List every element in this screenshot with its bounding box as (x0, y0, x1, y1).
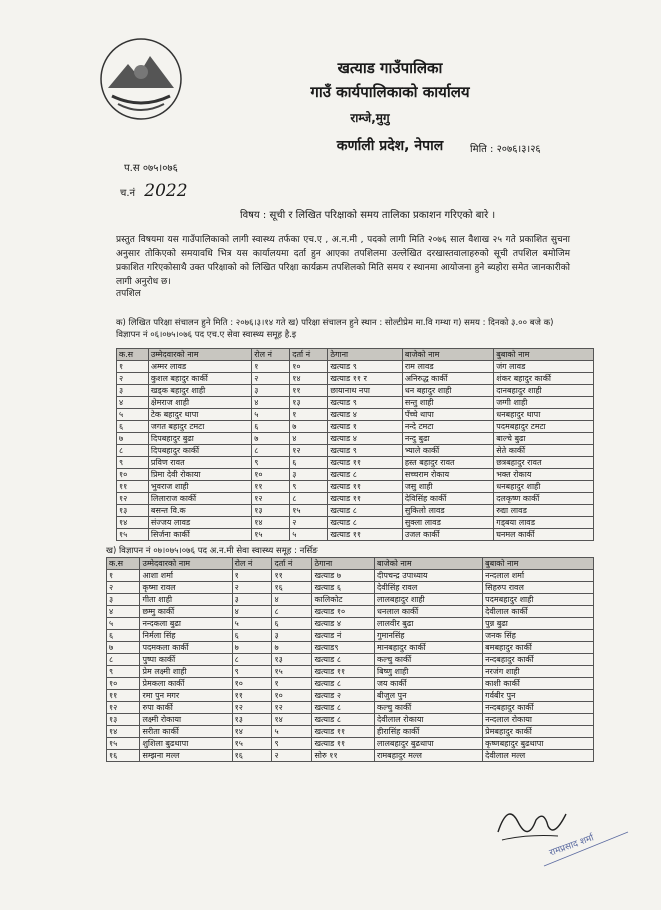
table-cell: अनिरुद्ध कार्की (402, 373, 493, 385)
table-cell: २ (107, 582, 140, 594)
table-cell: खत्याड ७ (312, 570, 375, 582)
table-row (117, 529, 594, 541)
table-cell: खत्याड ८ (312, 714, 375, 726)
table-row (117, 457, 594, 469)
table-cell: सिहरुप रावल (483, 582, 594, 594)
table-cell: सोरु ११ (312, 750, 375, 762)
table-row (117, 481, 594, 493)
table-cell: खत्याड ११ (312, 738, 375, 750)
table-cell: ११ (272, 570, 312, 582)
table-cell: शुशिला बुढथापा (140, 738, 232, 750)
table-cell: दलकृष्ण कार्की (494, 493, 594, 505)
table-cell: ४ (232, 606, 272, 618)
table-cell: धनबहादुर थापा (494, 409, 594, 421)
table-cell: ९ (272, 738, 312, 750)
column-header: दर्ता नं (290, 349, 328, 361)
table-cell: खत्याड १० (312, 606, 375, 618)
table-cell: खत्याड २ (312, 690, 375, 702)
table-cell: ४ (272, 594, 312, 606)
table-cell: १५ (117, 529, 149, 541)
column-header: उम्मेदवारको नाम (148, 349, 251, 361)
office-place: राम्जे,मुगु (350, 111, 390, 125)
table-cell: ४ (290, 433, 328, 445)
table-cell: ११ (117, 481, 149, 493)
table-cell: प्रेमबहादुर कार्की (483, 726, 594, 738)
table-cell: बिष्णु शाही (375, 666, 483, 678)
table-cell: धन बहादुर शाही (402, 385, 493, 397)
ha-candidates-table (116, 348, 594, 541)
table-cell: १५ (232, 738, 272, 750)
anm-vacancy-line: ख) विज्ञापन नं ०७।०७५।०७६ पद अ.न.मी सेवा स्वास्थ्य समूह : नर्सिङ (106, 546, 318, 556)
table-cell: १६ (272, 582, 312, 594)
table-cell: १५ (252, 529, 290, 541)
table-cell: पदमकला कार्की (140, 642, 232, 654)
table-cell: खत्याड ८ (312, 702, 375, 714)
table-cell: १ (107, 570, 140, 582)
table-cell: खत्याड९ (312, 642, 375, 654)
table-cell: रमा पुन मगर (140, 690, 232, 702)
table-cell: ४ (117, 397, 149, 409)
table-cell: भक्त रोकाय (494, 469, 594, 481)
table-cell: सिर्जना कार्की (148, 529, 251, 541)
table-row (117, 493, 594, 505)
column-header: क.स (107, 558, 140, 570)
org-name: खत्याड गाउँपालिका (337, 59, 443, 77)
table-cell: जंग लावड (494, 361, 594, 373)
table-cell: बीजुल पुन (375, 690, 483, 702)
table-cell: १० (272, 690, 312, 702)
table-cell: हस्त बहादुर रावत (402, 457, 493, 469)
table-cell: नन्दे टमटा (402, 421, 493, 433)
table-cell: सन्तु शाही (402, 397, 493, 409)
table-cell: ८ (107, 654, 140, 666)
table-cell: देवीसिंह रावल (375, 582, 483, 594)
table-cell: १२ (107, 702, 140, 714)
column-header: बुबाको नाम (494, 349, 594, 361)
table-cell: १४ (290, 373, 328, 385)
table-cell: १५ (290, 505, 328, 517)
table-cell: लालबहादुर बुढथापा (375, 738, 483, 750)
table-cell: जग्गी शाही (494, 397, 594, 409)
table-row (107, 582, 594, 594)
letter-body: प्रस्तुत विषयमा यस गाउँपालिकाको लागी स्वास्थ्य तर्फका एच.ए , अ.न.मी , पदको लागी मिति २०७६ साल वैशाख २५ गते प्रकाशित सुचना अनुसार तोकिएको समयावधि भित्र यस कार्यालयमा दर्ता हुन आएका तपशिलमा उल्लेखित दरखास्तवालाहरुको सूची तपशिल बमोजिम प्रकाशित गरिएकोसाथै उक्त परिक्षाको को लिखित परिक्षा कार्यक्रम तपशिलको मिति समय र स्थानमा आयोजना हुने ब्यहोरा समेत जानकारीको लागी अनुरोध छ। (116, 235, 570, 287)
table-cell: २ (252, 373, 290, 385)
table-row (117, 505, 594, 517)
table-cell: प्रेम लक्ष्मी शाही (140, 666, 232, 678)
table-cell: नन्दलाल रोकाया (483, 714, 594, 726)
table-row (117, 517, 594, 529)
letter-date (470, 141, 541, 155)
column-header: ठेगाना (328, 349, 402, 361)
column-header: क.स (117, 349, 149, 361)
table-cell: ७ (290, 421, 328, 433)
table-cell: १४ (272, 714, 312, 726)
table-cell: रुपा कार्की (140, 702, 232, 714)
table-cell: हीरासिंह कार्की (375, 726, 483, 738)
table-cell: ९ (107, 666, 140, 678)
table-row (107, 654, 594, 666)
table-cell: जनक सिंह (483, 630, 594, 642)
table-row (107, 570, 594, 582)
table-cell: ३ (107, 594, 140, 606)
table-cell: ९ (232, 666, 272, 678)
table-cell: १ (252, 361, 290, 373)
table-cell: खत्याड ८ (328, 505, 402, 517)
table-cell: १० (107, 678, 140, 690)
chan-label: च.नं (120, 188, 136, 199)
table-cell: नन्दबहादुर कार्की (483, 654, 594, 666)
table-row (117, 421, 594, 433)
table-cell: नन्दकला बुढा (140, 618, 232, 630)
table-cell: ४ (107, 606, 140, 618)
table-row (107, 726, 594, 738)
table-cell: पुन्न बुढा (483, 618, 594, 630)
table-cell: पदमबहादुर शाही (483, 594, 594, 606)
table-cell: प्रिमा देवी रोकाया (148, 469, 251, 481)
table-cell: १३ (232, 714, 272, 726)
table-cell: खत्याड ८ (328, 469, 402, 481)
column-header: दर्ता नं (272, 558, 312, 570)
table-cell: ५ (290, 529, 328, 541)
table-cell: नन्दबहादुर कार्की (483, 702, 594, 714)
table-cell: ५ (117, 409, 149, 421)
table-cell: १२ (232, 702, 272, 714)
table-cell: १५ (272, 666, 312, 678)
table-cell: दिपबहादुर बुढा (148, 433, 251, 445)
table-cell: ११ (232, 690, 272, 702)
table-cell: संज्जय लावड (148, 517, 251, 529)
table-row (107, 630, 594, 642)
table-cell: १२ (117, 493, 149, 505)
table-cell: खत्याड ११ (312, 726, 375, 738)
province-name: कर्णाली प्रदेश, नेपाल (336, 138, 444, 154)
table-cell: १ (272, 678, 312, 690)
table-cell: दीपचन्द्र उपाध्याय (375, 570, 483, 582)
office-name: गाउँ कार्यपालिकाको कार्यालय (310, 83, 470, 101)
table-cell: गीता शाही (140, 594, 232, 606)
table-cell: १० (290, 361, 328, 373)
table-cell: ९ (290, 481, 328, 493)
table-row (107, 714, 594, 726)
table-cell: ३ (252, 385, 290, 397)
table-cell: १३ (290, 397, 328, 409)
table-cell: ११ (290, 385, 328, 397)
table-cell: देवीलाल रोकाया (375, 714, 483, 726)
table-cell: देवीलाल कार्की (483, 606, 594, 618)
table-cell: १६ (232, 750, 272, 762)
table-cell: शंकर बहादुर कार्की (494, 373, 594, 385)
table-cell: खत्याड ११ (328, 457, 402, 469)
column-header: रोल नं (232, 558, 272, 570)
table-row (117, 469, 594, 481)
table-cell: छायानाथ नपा (328, 385, 402, 397)
anm-candidates-table (106, 557, 594, 762)
table-cell: ६ (232, 630, 272, 642)
table-cell: कल्चु कार्की (375, 654, 483, 666)
table-cell: धनबहादुर शाही (494, 481, 594, 493)
table-cell: ५ (232, 618, 272, 630)
table-cell: १२ (272, 702, 312, 714)
table-cell: जय कार्की (375, 678, 483, 690)
table-row (117, 385, 594, 397)
details-heading: तपशिल (116, 289, 141, 299)
table-cell: १ (117, 361, 149, 373)
table-cell: घनमल कार्की (494, 529, 594, 541)
table-row (107, 738, 594, 750)
table-cell: ९ (117, 457, 149, 469)
table-cell: खत्याड ४ (312, 618, 375, 630)
table-cell: ८ (117, 445, 149, 457)
table-cell: लालबहादुर शाही (375, 594, 483, 606)
table-cell: ४ (252, 397, 290, 409)
table-row (107, 750, 594, 762)
date-label: मिति : (470, 144, 494, 155)
table-cell: पदमबहादुर टमटा (494, 421, 594, 433)
table-cell: ११ (252, 481, 290, 493)
table-cell: १४ (117, 517, 149, 529)
table-cell: २ (290, 517, 328, 529)
column-header: बाजेको नाम (375, 558, 483, 570)
table-cell: आशा शर्मा (140, 570, 232, 582)
table-header-row (107, 558, 594, 570)
table-cell: ९ (252, 457, 290, 469)
table-cell: नन्दु बुढा (402, 433, 493, 445)
table-cell: १२ (252, 493, 290, 505)
column-header: ठेगाना (312, 558, 375, 570)
table-cell: मानबहादुर कार्की (375, 642, 483, 654)
table-row (117, 433, 594, 445)
table-row (107, 690, 594, 702)
letter-subject: विषय : सूची र लिखित परिक्षाको समय तालिका प्रकाशन गरिएको बारे । (240, 210, 496, 221)
table-row (117, 409, 594, 421)
table-cell: छम्मु कार्की (140, 606, 232, 618)
table-cell: कालिकोट (312, 594, 375, 606)
column-header: उम्मेदवारको नाम (140, 558, 232, 570)
table-row (107, 618, 594, 630)
table-cell: देविसिंह कार्की (402, 493, 493, 505)
table-cell: १३ (107, 714, 140, 726)
table-cell: खत्याड ११ (328, 481, 402, 493)
table-cell: ६ (272, 618, 312, 630)
table-cell: ३ (232, 594, 272, 606)
table-cell: क्षेमराज शाही (148, 397, 251, 409)
table-cell: रामबहादुर मल्ल (375, 750, 483, 762)
table-cell: पुष्पा कार्की (140, 654, 232, 666)
table-row (107, 606, 594, 618)
table-cell: सेते कार्की (494, 445, 594, 457)
table-cell: कल्चु कार्की (375, 702, 483, 714)
table-cell: नरजंग शाही (483, 666, 594, 678)
date-value: २०७६।३।२६ (496, 144, 541, 155)
table-cell: १३ (272, 654, 312, 666)
table-cell: टेक बहादुर थापा (148, 409, 251, 421)
table-cell: खत्याड ११ (312, 666, 375, 678)
table-cell: गर्वबीर पुन (483, 690, 594, 702)
table-cell: खत्याड ९ (328, 445, 402, 457)
table-cell: खत्याड ११ र (328, 373, 402, 385)
table-cell: ३ (290, 469, 328, 481)
table-cell: सुक्ला लावड (402, 517, 493, 529)
table-cell: १ (290, 409, 328, 421)
table-cell: बमबहादुर कार्की (483, 642, 594, 654)
table-cell: १३ (252, 505, 290, 517)
table-cell: ७ (232, 642, 272, 654)
table-cell: खत्याड ६ (312, 582, 375, 594)
stamp-text: रामप्रसाद शर्मा (548, 833, 596, 859)
table-row (107, 678, 594, 690)
table-cell: ३ (272, 630, 312, 642)
ps-label: प.स (124, 163, 140, 174)
table-cell: देवीलाल मल्ल (483, 750, 594, 762)
table-cell: राम लावड (402, 361, 493, 373)
table-cell: १३ (117, 505, 149, 517)
table-cell: खड्क बहादुर शाही (148, 385, 251, 397)
table-cell: सम्झना मल्ल (140, 750, 232, 762)
column-header: रोल नं (252, 349, 290, 361)
table-cell: ६ (107, 630, 140, 642)
dispatch-number (120, 181, 188, 201)
table-cell: गड्बया लावड (494, 517, 594, 529)
table-cell: १० (252, 469, 290, 481)
table-row (107, 594, 594, 606)
table-cell: दिपबहादुर कार्की (148, 445, 251, 457)
table-cell: लक्ष्मी रोकाया (140, 714, 232, 726)
table-cell: बसन्त वि.क (148, 505, 251, 517)
table-row (117, 397, 594, 409)
table-cell: कुशल बहादुर कार्की (148, 373, 251, 385)
table-cell: खत्याड १ (328, 421, 402, 433)
table-cell: नन्दलाल शर्मा (483, 570, 594, 582)
table-cell: खत्याड ८ (328, 517, 402, 529)
table-cell: धनलाल कार्की (375, 606, 483, 618)
table-cell: खत्याड ४ (328, 433, 402, 445)
table-cell: खत्याड नं (312, 630, 375, 642)
table-cell: ८ (252, 445, 290, 457)
ps-value: ०७५।०७६ (142, 163, 178, 174)
table-row (107, 666, 594, 678)
table-cell: ५ (272, 726, 312, 738)
table-cell: १४ (232, 726, 272, 738)
table-cell: २ (117, 373, 149, 385)
table-cell: प्रविण रावत (148, 457, 251, 469)
table-cell: १६ (107, 750, 140, 762)
table-cell: बाल्चे बुढा (494, 433, 594, 445)
table-row (117, 361, 594, 373)
table-cell: भुवराज शाही (148, 481, 251, 493)
reference-number (124, 160, 178, 174)
table-cell: निर्मला सिंह (140, 630, 232, 642)
table-cell: १५ (107, 738, 140, 750)
table-cell: १४ (107, 726, 140, 738)
exam-schedule-line: क) लिखित परिक्षा संचालन हुने मिति : २०७६।३।१४ गते ख) परिक्षा संचालन हुने स्थान : सोल्टीप्रेम मा.वि गम्था ग) समय : दिनको ३.०० बजे क) (116, 318, 554, 328)
table-cell: लालवीर बुढा (375, 618, 483, 630)
table-cell: काशी कार्की (483, 678, 594, 690)
table-cell: ७ (117, 433, 149, 445)
table-cell: सुकिलो लावड (402, 505, 493, 517)
chan-value: 2022 (144, 181, 188, 201)
table-cell: लिलाराज कार्की (148, 493, 251, 505)
table-cell: ५ (107, 618, 140, 630)
table-cell: २ (232, 582, 272, 594)
table-cell: जसु शाही (402, 481, 493, 493)
table-cell: ८ (232, 654, 272, 666)
table-cell: खत्याड ८ (312, 654, 375, 666)
table-cell: १० (117, 469, 149, 481)
table-cell: कृष्मा रावल (140, 582, 232, 594)
table-cell: २ (272, 750, 312, 762)
table-cell: उजल कार्की (402, 529, 493, 541)
table-cell: ७ (272, 642, 312, 654)
table-cell: प्रेमकला कार्की (140, 678, 232, 690)
table-row (117, 373, 594, 385)
nepal-emblem-icon (98, 36, 184, 122)
table-row (107, 642, 594, 654)
table-cell: रुद्या लावड (494, 505, 594, 517)
table-cell: १४ (252, 517, 290, 529)
table-cell: खत्याड ९ (328, 397, 402, 409)
table-cell: जगत बहादुर टमटा (148, 421, 251, 433)
table-cell: खत्याड ११ (328, 529, 402, 541)
column-header: बुबाको नाम (483, 558, 594, 570)
table-cell: सरीता कार्की (140, 726, 232, 738)
table-cell: १० (232, 678, 272, 690)
table-header-row (117, 349, 594, 361)
table-cell: कृष्णबहादुर बुढथापा (483, 738, 594, 750)
table-cell: १२ (290, 445, 328, 457)
table-cell: गुमानसिंह (375, 630, 483, 642)
table-cell: ११ (107, 690, 140, 702)
table-row (107, 702, 594, 714)
table-cell: दानबहादुर शाही (494, 385, 594, 397)
table-cell: सच्चराम रोकाय (402, 469, 493, 481)
table-cell: खत्याड ११ (328, 493, 402, 505)
table-cell: अम्मर लावड (148, 361, 251, 373)
table-cell: खत्याड ९ (328, 361, 402, 373)
table-cell: खत्याड ४ (328, 409, 402, 421)
table-cell: छत्रबहादुर रावत (494, 457, 594, 469)
table-cell: ६ (290, 457, 328, 469)
table-cell: ८ (290, 493, 328, 505)
table-cell: खत्याड ८ (312, 678, 375, 690)
table-row (117, 445, 594, 457)
table-cell: १ (232, 570, 272, 582)
table-cell: भ्याले कार्की (402, 445, 493, 457)
table-cell: ७ (107, 642, 140, 654)
table-cell: ६ (117, 421, 149, 433)
table-cell: ७ (252, 433, 290, 445)
ha-vacancy-line: विज्ञापन नं ०६।०७५।०७६ पद एच.ए सेवा स्वास्थ्य समूह है.इ (116, 330, 297, 340)
table-cell: ५ (252, 409, 290, 421)
table-cell: ८ (272, 606, 312, 618)
table-cell: ३ (117, 385, 149, 397)
table-cell: ६ (252, 421, 290, 433)
table-cell: पँच्चे थापा (402, 409, 493, 421)
column-header: बाजेको नाम (402, 349, 493, 361)
